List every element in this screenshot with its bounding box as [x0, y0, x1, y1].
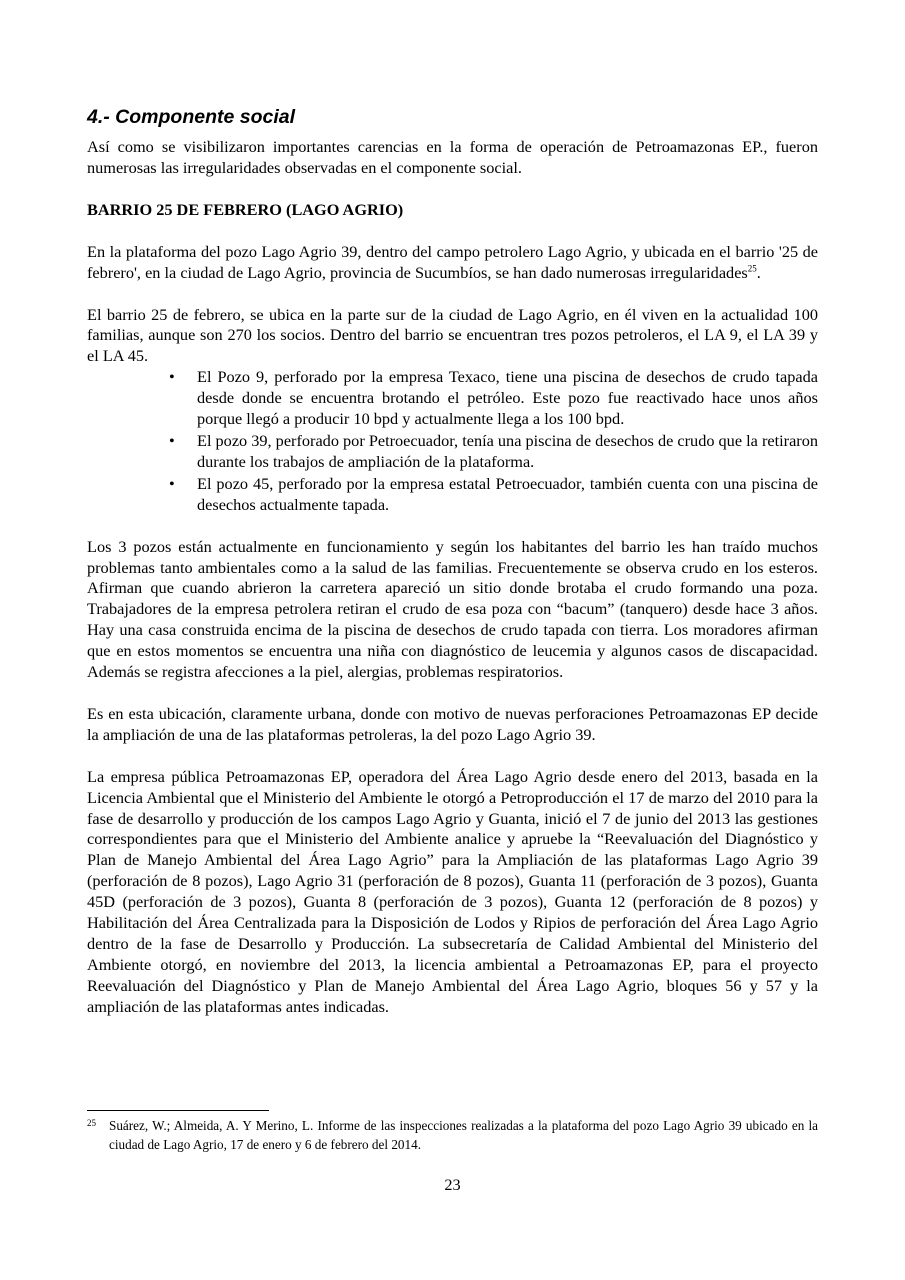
footnote-text: Suárez, W.; Almeida, A. Y Merino, L. Informe de las inspecciones realizadas a la plataforma del pozo Lago Agrio 39 ubicado en la ciudad de Lago Agrio, 17 de enero y 6 de febrero del 2014.	[109, 1118, 818, 1152]
list-item-text: El pozo 45, perforado por la empresa estatal Petroecuador, también cuenta con una piscina de desechos actualmente tapada.	[197, 473, 818, 514]
document-body	[87, 104, 818, 1018]
paragraph-5: La empresa pública Petroamazonas EP, operadora del Área Lago Agrio desde enero del 2013, basada en la Licencia Ambiental que el Ministerio del Ambiente le otorgó a Petroproducción el 17 de marzo del 2010 para la fase de desarrollo y producción de los campos Lago Agrio y Guanta, inició el 7 de junio del 2013 las gestiones correspondientes para que el Ministerio del Ambiente analice y apruebe la “Reevaluación del Diagnóstico y Plan de Manejo Ambiental del Área Lago Agrio” para la Ampliación de las plataformas Lago Agrio 39 (perforación de 8 pozos), Lago Agrio 31 (perforación de 8 pozos), Guanta 11 (perforación de 3 pozos), Guanta 45D (perforación de 3 pozos), Guanta 8 (perforación de 3 pozos), Guanta 12 (perforación de 8 pozos) y Habilitación del Área Centralizada para la Disposición de Lodos y Ripios de perforación del Área Lago Agrio dentro de la fase de Desarrollo y Producción. La subsecretaría de Calidad Ambiental del Ministerio del Ambiente otorgó, en noviembre del 2013, la licencia ambiental a Petroamazonas EP, para el proyecto Reevaluación del Diagnóstico y Plan de Manejo Ambiental del Área Lago Agrio, bloques 56 y 57 y la ampliación de las plataformas antes indicadas.	[87, 766, 818, 1016]
well-list	[87, 367, 818, 515]
subheading: BARRIO 25 DE FEBRERO (LAGO AGRIO)	[87, 199, 404, 219]
bullet-icon: •	[169, 430, 175, 450]
list-item-text: El Pozo 9, perforado por la empresa Texaco, tiene una piscina de desechos de crudo tapada desde donde se encuentra brotando el petróleo. Este pozo fue reactivado hace unos años porque llegó a producir 10 bpd y actualmente llega a los 100 bpd.	[197, 367, 818, 429]
list-item-text: El pozo 39, perforado por Petroecuador, tenía una piscina de desechos de crudo que la retiraron durante los trabajos de ampliación de la plataforma.	[197, 430, 818, 471]
section-title: 4.- Componente social	[87, 106, 296, 128]
footnote-number: 25	[87, 1118, 96, 1128]
list-item	[169, 473, 818, 516]
paragraph-2: El barrio 25 de febrero, se ubica en la parte sur de la ciudad de Lago Agrio, en él viven en la actualidad 100 familias, aunque son 270 los socios. Dentro del barrio se encuentran tres pozos petroleros, el LA 9, el LA 39 y el LA 45.	[87, 304, 818, 366]
list-item	[169, 367, 818, 430]
paragraph-3: Los 3 pozos están actualmente en funcionamiento y según los habitantes del barrio les han traído muchos problemas tanto ambientales como a la salud de las familias. Frecuentemente se observa crudo en los esteros. Afirman que cuando abrieron la carretera apareció un sitio donde brotaba el crudo formando una poza. Trabajadores de la empresa petrolera retiran el crudo de esa poza con “bacum” (tanquero) desde hace 3 años. Hay una casa construida encima de la piscina de desechos de crudo tapada con tierra. Los moradores afirman que en estos momentos se encuentra una niña con diagnóstico de leucemia y algunos casos de discapacidad. Además se registra afecciones a la piel, alergias, problemas respiratorios.	[87, 536, 818, 682]
list-item	[169, 430, 818, 473]
paragraph-1	[87, 242, 818, 284]
paragraph-4: Es en esta ubicación, claramente urbana, donde con motivo de nuevas perforaciones Petroamazonas EP decide la ampliación de una de las plataformas petroleras, la del pozo Lago Agrio 39.	[87, 703, 818, 744]
footnote-reference[interactable]: 25	[747, 263, 757, 274]
page-number: 23	[444, 1175, 461, 1194]
bullet-icon: •	[169, 473, 175, 493]
paragraph-1-text: En la plataforma del pozo Lago Agrio 39, dentro del campo petrolero Lago Agrio, y ubicada en el barrio '25 de febrero', en la ciudad de Lago Agrio, provincia de Sucumbíos, se han dado numerosas irregularidades	[87, 241, 818, 282]
bullet-icon: •	[169, 367, 175, 387]
footnote	[87, 1116, 818, 1154]
intro-paragraph: Así como se visibilizaron importantes carencias en la forma de operación de Petroamazonas EP., fueron numerosas las irregularidades observadas en el componente social.	[87, 137, 818, 177]
paragraph-1-end: .	[756, 262, 761, 282]
footnote-divider	[87, 1110, 269, 1111]
